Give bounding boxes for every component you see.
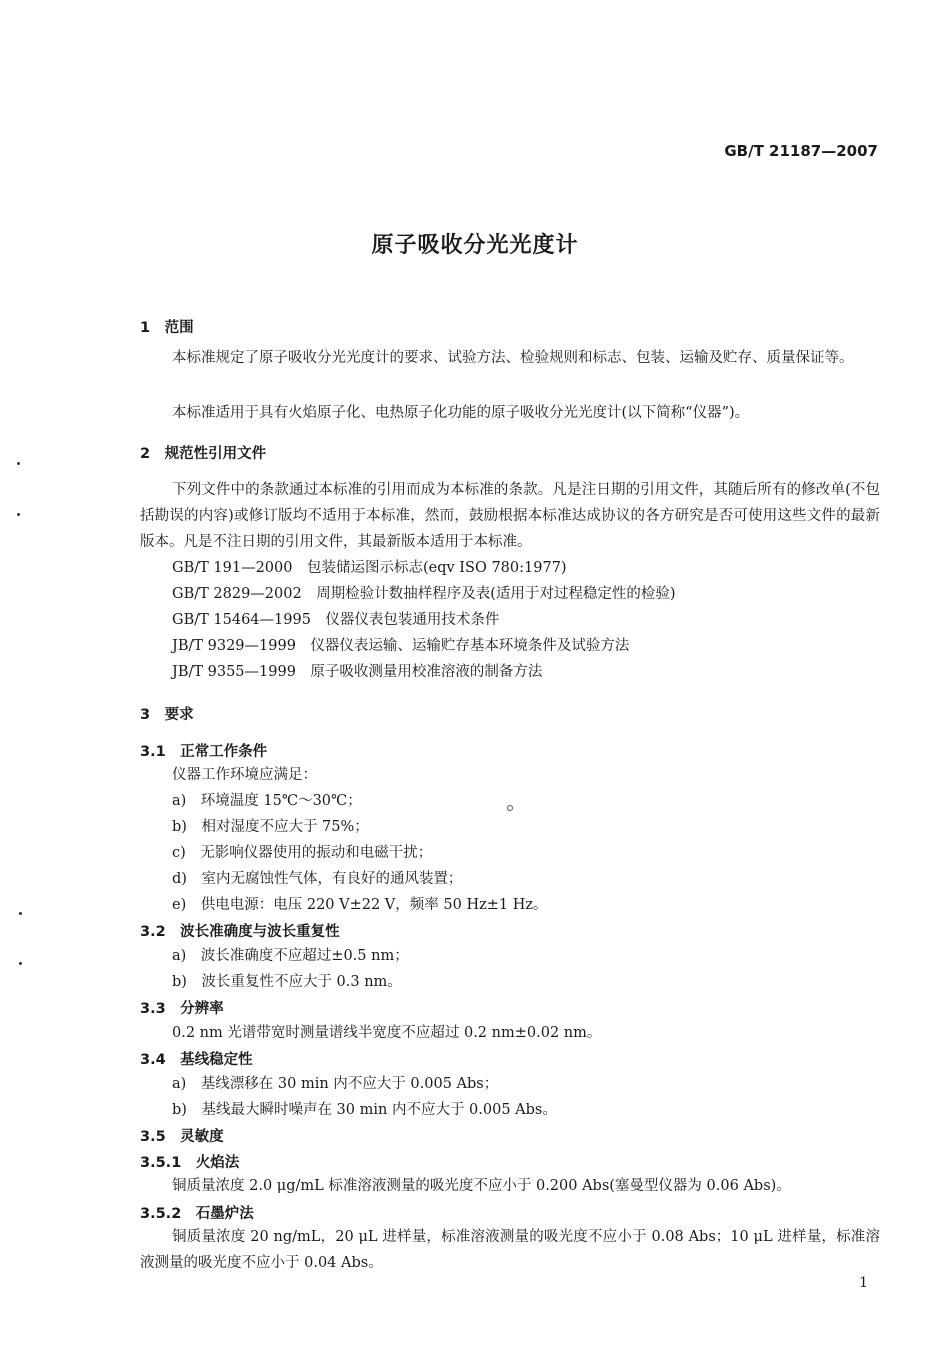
section-3-5-2-heading: 3.5.2 石墨炉法	[140, 1206, 254, 1222]
list-item: b) 波长重复性不应大于 0.3 nm。	[172, 974, 402, 990]
section-3-3-text: 0.2 nm 光谱带宽时测量谱线半宽度不应超过 0.2 nm±0.02 nm。	[172, 1025, 602, 1041]
section-3-5-2-text: 铜质量浓度 20 ng/mL，20 μL 进样量，标准溶液测量的吸光度不应小于 0.08 Abs；10 μL 进样量，标准溶液测量的吸光度不应小于 0.04 Abs。	[140, 1229, 880, 1271]
scan-speck	[19, 962, 22, 965]
reference-item: GB/T 2829—2002 周期检验计数抽样程序及表(适用于对过程稳定性的检验)	[172, 586, 676, 602]
document-title: 原子吸收分光光度计	[371, 233, 579, 258]
section-3-5-heading: 3.5 灵敏度	[140, 1129, 224, 1145]
section-2-heading: 2 规范性引用文件	[140, 446, 267, 462]
section-3-5-1-text: 铜质量浓度 2.0 μg/mL 标准溶液测量的吸光度不应小于 0.200 Abs(塞曼型仪器为 0.06 Abs)。	[172, 1178, 791, 1194]
reference-item: JB/T 9355—1999 原子吸收测量用校准溶液的制备方法	[172, 664, 543, 680]
list-item: c) 无影响仪器使用的振动和电磁干扰；	[172, 845, 433, 861]
section-3-heading: 3 要求	[140, 707, 194, 723]
list-item: a) 环境温度 15℃～30℃；	[172, 793, 362, 809]
scan-speck	[17, 513, 20, 516]
list-item: d) 室内无腐蚀性气体，有良好的通风装置；	[172, 871, 463, 887]
section-3-2-heading: 3.2 波长准确度与波长重复性	[140, 924, 340, 940]
page-number: 1	[859, 1275, 868, 1291]
list-item: b) 相对湿度不应大于 75%；	[172, 819, 369, 835]
reference-item: GB/T 191—2000 包装储运图示标志(eqv ISO 780:1977)	[172, 560, 567, 576]
section-3-3-heading: 3.3 分辨率	[140, 1001, 224, 1017]
list-item: b) 基线最大瞬时噪声在 30 min 内不应大于 0.005 Abs。	[172, 1102, 557, 1118]
section-3-5-1-heading: 3.5.1 火焰法	[140, 1155, 240, 1171]
section-1-paragraph-1: 本标准规定了原子吸收分光光度计的要求、试验方法、检验规则和标志、包装、运输及贮存、质量保证等。	[172, 350, 854, 366]
section-3-1-heading: 3.1 正常工作条件	[140, 744, 268, 760]
section-2-paragraph-1: 下列文件中的条款通过本标准的引用而成为本标准的条款。凡是注日期的引用文件，其随后所有的修改单(不包括勘误的内容)或修订版均不适用于本标准，然而，鼓励根据本标准达成协议的各方研究是否可使用这些文件的最新版本。凡是不注日期的引用文件，其最新版本适用于本标准。	[140, 482, 880, 550]
reference-item: JB/T 9329—1999 仪器仪表运输、运输贮存基本环境条件及试验方法	[172, 638, 630, 654]
section-3-1-intro: 仪器工作环境应满足：	[172, 767, 317, 783]
list-item: a) 基线漂移在 30 min 内不应大于 0.005 Abs；	[172, 1076, 499, 1092]
section-1-paragraph-2: 本标准适用于具有火焰原子化、电热原子化功能的原子吸收分光光度计(以下简称“仪器”)。	[172, 405, 750, 421]
scan-speck	[507, 805, 513, 811]
list-item: a) 波长准确度不应超过±0.5 nm；	[172, 948, 409, 964]
section-1-heading: 1 范围	[140, 320, 194, 336]
list-item: e) 供电电源：电压 220 V±22 V，频率 50 Hz±1 Hz。	[172, 897, 548, 913]
standard-number: GB/T 21187—2007	[724, 142, 878, 160]
reference-item: GB/T 15464—1995 仪器仪表包装通用技术条件	[172, 612, 500, 628]
section-3-4-heading: 3.4 基线稳定性	[140, 1052, 253, 1068]
scan-speck	[19, 912, 22, 915]
scan-speck	[17, 462, 20, 465]
